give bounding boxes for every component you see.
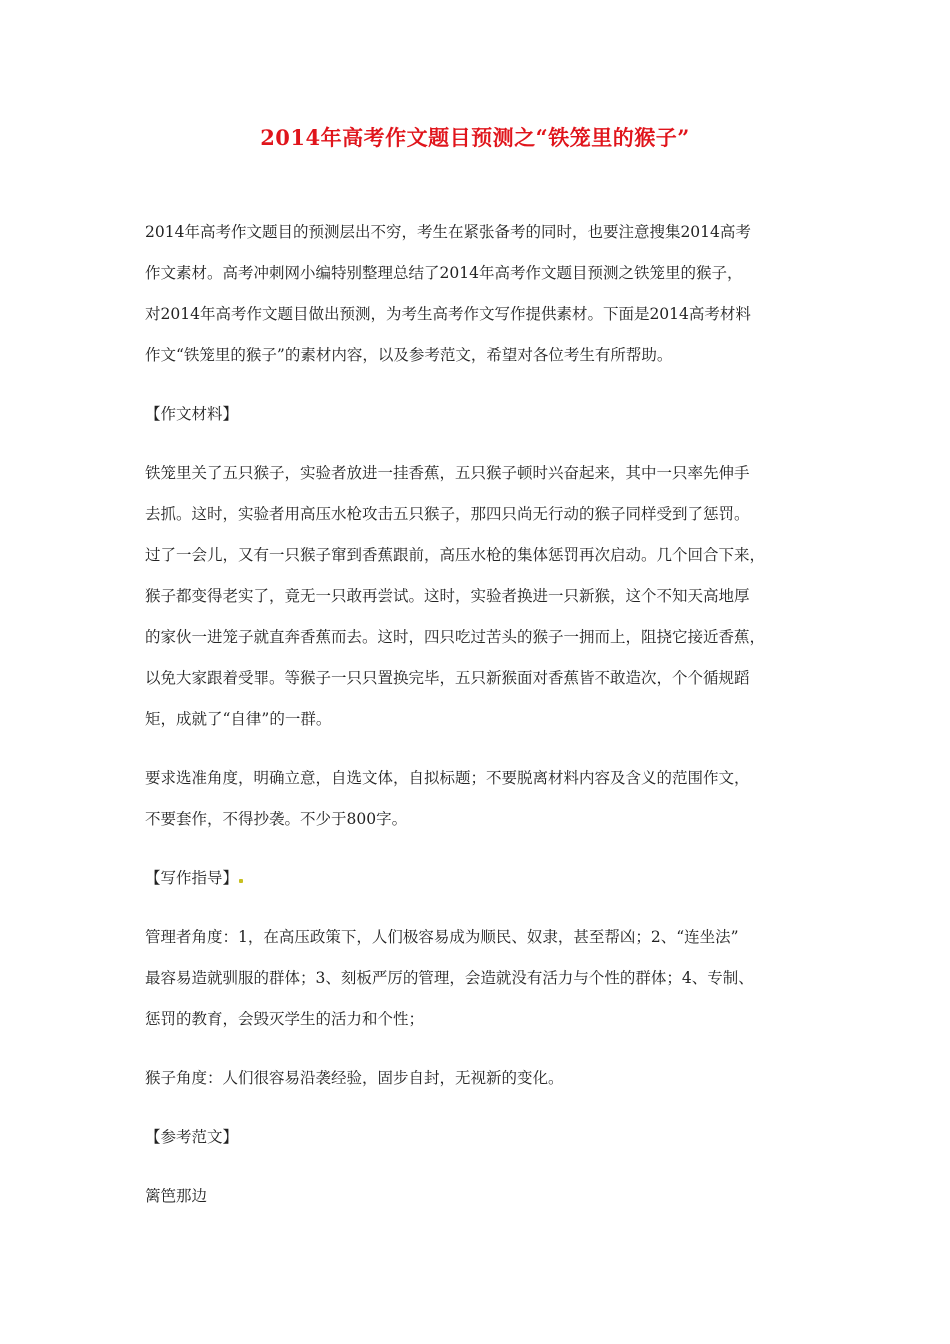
sample-title: 篱笆那边 [145, 1187, 208, 1205]
guide-heading: 【写作指导】 [145, 869, 239, 887]
guide-monkey-line: 猴子角度：人们很容易沿袭经验，固步自封，无视新的变化。 [145, 1069, 564, 1087]
material-heading: 【作文材料】 [145, 405, 239, 423]
marker-dot-icon [239, 879, 243, 883]
material-line-1: 铁笼里关了五只猴子，实验者放进一挂香蕉，五只猴子顿时兴奋起来，其中一只率先伸手 [145, 464, 750, 482]
material-line-6: 以免大家跟着受罪。等猴子一只只置换完毕，五只新猴面对香蕉皆不敢造次，个个循规蹈 [145, 669, 750, 687]
requirement-line-1: 要求选准角度，明确立意，自选文体，自拟标题；不要脱离材料内容及含义的范围作文， [145, 769, 750, 787]
intro-line-1: 2014年高考作文题目的预测层出不穷，考生在紧张备考的同时，也要注意搜集2014高考 [145, 223, 751, 241]
guide-manager-line-3: 惩罚的教育，会毁灭学生的活力和个性； [145, 1010, 425, 1028]
guide-heading-row [145, 868, 810, 888]
guide-manager-line-1: 管理者角度：1，在高压政策下，人们极容易成为顺民、奴隶，甚至帮凶；2、“连坐法” [145, 928, 739, 946]
sample-heading: 【参考范文】 [145, 1128, 239, 1146]
intro-line-4: 作文“铁笼里的猴子”的素材内容，以及参考范文，希望对各位考生有所帮助。 [145, 346, 673, 364]
material-line-5: 的家伙一进笼子就直奔香蕉而去。这时，四只吃过苦头的猴子一拥而上，阻挠它接近香蕉， [145, 628, 766, 646]
intro-line-3: 对2014年高考作文题目做出预测，为考生高考作文写作提供素材。下面是2014高考材料 [145, 305, 751, 323]
material-line-2: 去抓。这时，实验者用高压水枪攻击五只猴子，那四只尚无行动的猴子同样受到了惩罚。 [145, 505, 750, 523]
requirement-line-2: 不要套作，不得抄袭。不少于800字。 [145, 810, 408, 828]
material-line-4: 猴子都变得老实了，竟无一只敢再尝试。这时，实验者换进一只新猴，这个不知天高地厚 [145, 587, 750, 605]
intro-line-2: 作文素材。高考冲刺网小编特别整理总结了2014年高考作文题目预测之铁笼里的猴子， [145, 264, 743, 282]
material-line-7: 矩，成就了“自律”的一群。 [145, 710, 332, 728]
document-title: 2014年高考作文题目预测之“铁笼里的猴子” [260, 125, 690, 150]
guide-manager-line-2: 最容易造就驯服的群体；3、刻板严厉的管理，会造就没有活力与个性的群体；4、专制、 [145, 969, 754, 987]
material-line-3: 过了一会儿，又有一只猴子窜到香蕉跟前，高压水枪的集体惩罚再次启动。几个回合下来， [145, 546, 766, 564]
